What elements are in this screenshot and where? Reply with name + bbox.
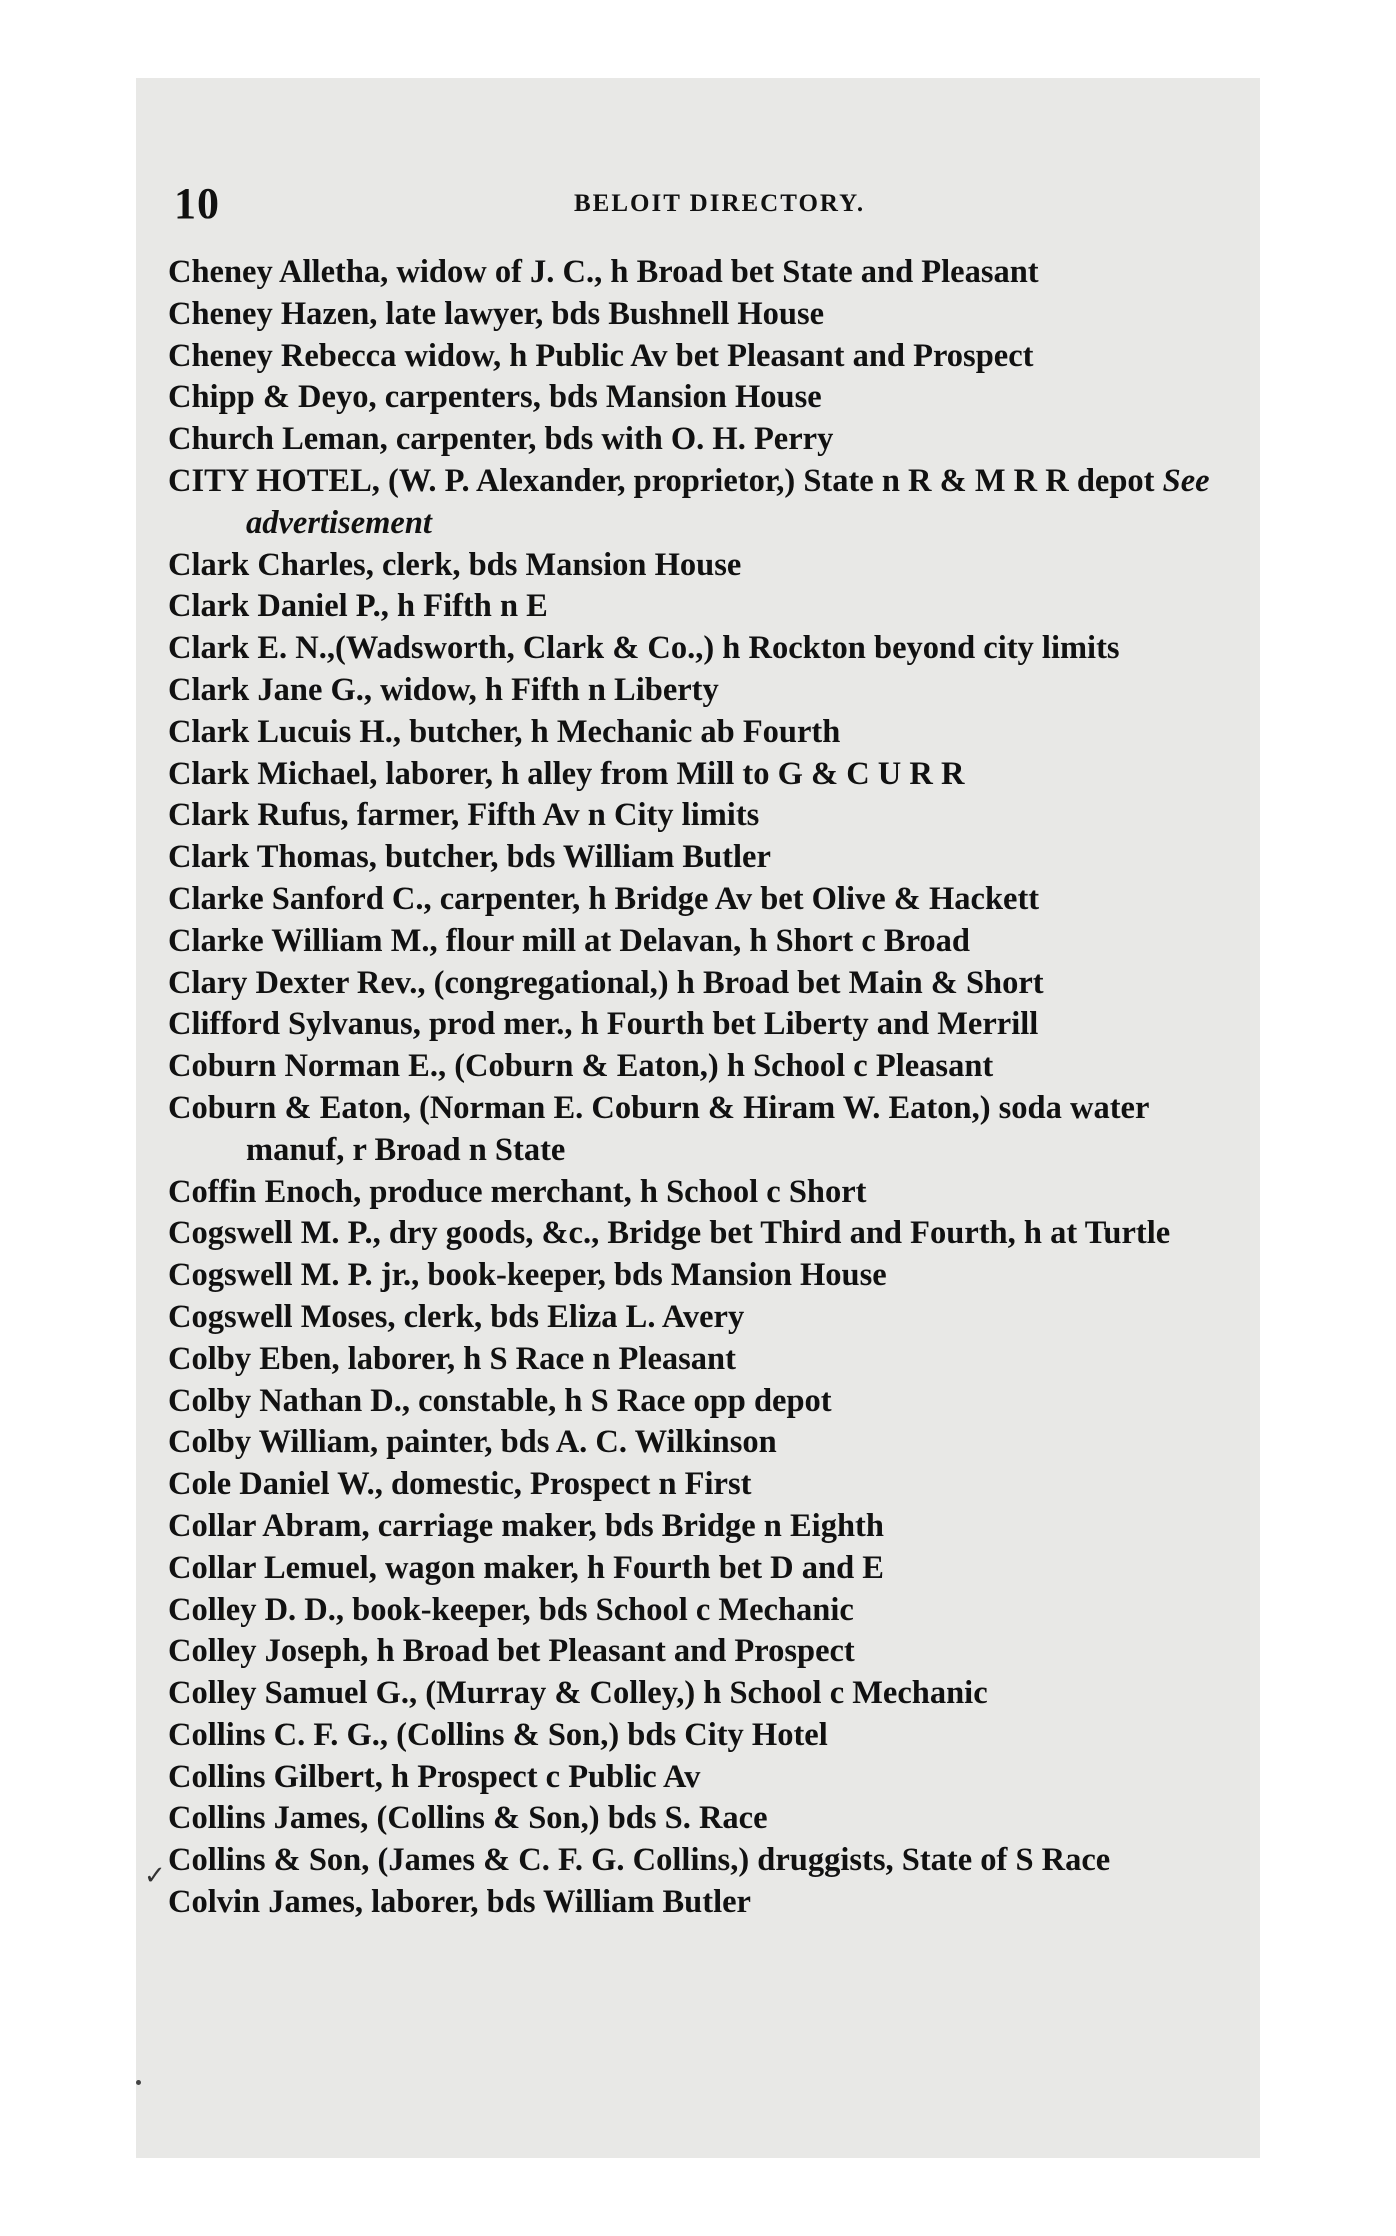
directory-entry bbox=[168, 545, 1238, 587]
entry-text: Collar Lemuel, wagon maker, h Fourth bet D and E bbox=[168, 1549, 884, 1586]
entry-text: Cogswell M. P., dry goods, &c., Bridge bet Third and Fourth, h at Turtle bbox=[168, 1215, 1171, 1252]
entry-text: Coburn Norman E., (Coburn & Eaton,) h School c Pleasant bbox=[168, 1048, 994, 1085]
entry-text: Cole Daniel W., domestic, Prospect n First bbox=[168, 1466, 752, 1503]
directory-entry bbox=[168, 1297, 1238, 1339]
entry-text: Cogswell M. P. jr., book-keeper, bds Mansion House bbox=[168, 1257, 887, 1294]
directory-entry bbox=[168, 1673, 1238, 1715]
page-number: 10 bbox=[174, 179, 220, 228]
entry-text: Colby Eben, laborer, h S Race n Pleasant bbox=[168, 1340, 736, 1377]
entry-text: Colley Samuel G., (Murray & Colley,) h School c Mechanic bbox=[168, 1675, 988, 1712]
entry-text: Church Leman, carpenter, bds with O. H. Perry bbox=[168, 421, 834, 458]
directory-page bbox=[136, 78, 1260, 2158]
directory-entry bbox=[168, 1840, 1238, 1882]
directory-entry bbox=[168, 754, 1238, 796]
entry-text: Clark Michael, laborer, h alley from Mill to G & C U R R bbox=[168, 755, 965, 792]
directory-entry bbox=[168, 670, 1238, 712]
entry-text: Colvin James, laborer, bds William Butler bbox=[168, 1884, 751, 1921]
page-header bbox=[174, 178, 1234, 230]
entry-advertisement-note: See advertisement bbox=[246, 462, 1210, 541]
margin-dot bbox=[136, 2080, 141, 2085]
entry-text: Cogswell Moses, clerk, bds Eliza L. Avery bbox=[168, 1298, 745, 1335]
directory-entry bbox=[168, 1046, 1238, 1088]
entry-text: Colby William, painter, bds A. C. Wilkinson bbox=[168, 1424, 777, 1461]
directory-entry bbox=[168, 921, 1238, 963]
entry-text: Cheney Rebecca widow, h Public Av bet Pleasant and Prospect bbox=[168, 337, 1034, 374]
running-head: BELOIT DIRECTORY. bbox=[574, 190, 866, 217]
entry-text: Clarke William M., flour mill at Delavan, h Short c Broad bbox=[168, 922, 970, 959]
entry-text: Clark Thomas, butcher, bds William Butler bbox=[168, 839, 771, 876]
directory-entry bbox=[168, 1422, 1238, 1464]
entry-text: Colley D. D., book-keeper, bds School c Mechanic bbox=[168, 1591, 854, 1628]
directory-entry bbox=[168, 461, 1238, 545]
directory-entry bbox=[168, 628, 1238, 670]
entry-text: Collins Gilbert, h Prospect c Public Av bbox=[168, 1758, 701, 1795]
entry-text: Clarke Sanford C., carpenter, h Bridge Av bet Olive & Hackett bbox=[168, 880, 1040, 917]
directory-entry bbox=[168, 1255, 1238, 1297]
entry-text: Coffin Enoch, produce merchant, h School c Short bbox=[168, 1173, 867, 1210]
directory-entry bbox=[168, 1715, 1238, 1757]
entry-text: Clark E. N.,(Wadsworth, Clark & Co.,) h Rockton beyond city limits bbox=[168, 630, 1120, 667]
directory-entry bbox=[168, 712, 1238, 754]
entry-text: Colley Joseph, h Broad bet Pleasant and Prospect bbox=[168, 1633, 855, 1670]
directory-entry bbox=[168, 1088, 1238, 1172]
entry-text: Clark Jane G., widow, h Fifth n Liberty bbox=[168, 671, 719, 708]
directory-entry bbox=[168, 879, 1238, 921]
directory-entry bbox=[168, 252, 1238, 294]
directory-entry bbox=[168, 377, 1238, 419]
margin-tick-mark: ✓ bbox=[144, 1861, 166, 1890]
directory-entry bbox=[168, 1548, 1238, 1590]
entry-text: Clark Lucuis H., butcher, h Mechanic ab Fourth bbox=[168, 713, 841, 750]
directory-entry bbox=[168, 795, 1238, 837]
directory-entry bbox=[168, 1757, 1238, 1799]
entry-text: Clark Daniel P., h Fifth n E bbox=[168, 588, 548, 625]
directory-entry bbox=[168, 1631, 1238, 1673]
directory-entry bbox=[168, 586, 1238, 628]
entry-text: Clary Dexter Rev., (congregational,) h Broad bet Main & Short bbox=[168, 964, 1044, 1001]
directory-entry bbox=[168, 294, 1238, 336]
entry-text: Collins James, (Collins & Son,) bds S. Race bbox=[168, 1800, 768, 1837]
directory-entry bbox=[168, 837, 1238, 879]
directory-entry bbox=[168, 419, 1238, 461]
directory-entry bbox=[168, 963, 1238, 1005]
directory-entry bbox=[168, 1381, 1238, 1423]
directory-entry bbox=[168, 1464, 1238, 1506]
directory-entry bbox=[168, 1882, 1238, 1924]
directory-entry bbox=[168, 1339, 1238, 1381]
directory-entry bbox=[168, 1506, 1238, 1548]
directory-entry bbox=[168, 1590, 1238, 1632]
entry-text: Clark Charles, clerk, bds Mansion House bbox=[168, 546, 742, 583]
directory-entry bbox=[168, 336, 1238, 378]
entry-text: Colby Nathan D., constable, h S Race opp depot bbox=[168, 1382, 832, 1419]
entry-text: Clark Rufus, farmer, Fifth Av n City limits bbox=[168, 797, 760, 834]
entry-text: CITY HOTEL, (W. P. Alexander, proprietor,) State n R & M R R depot bbox=[168, 462, 1155, 499]
entry-text: Chipp & Deyo, carpenters, bds Mansion House bbox=[168, 379, 822, 416]
entry-text: Clifford Sylvanus, prod mer., h Fourth bet Liberty and Merrill bbox=[168, 1006, 1039, 1043]
directory-entry bbox=[168, 1172, 1238, 1214]
entry-text: Cheney Alletha, widow of J. C., h Broad bet State and Pleasant bbox=[168, 254, 1039, 290]
directory-entry bbox=[168, 1004, 1238, 1046]
directory-entry bbox=[168, 1213, 1238, 1255]
directory-entries bbox=[168, 252, 1238, 1924]
entry-text: Collar Abram, carriage maker, bds Bridge n Eighth bbox=[168, 1507, 884, 1544]
entry-text: Cheney Hazen, late lawyer, bds Bushnell House bbox=[168, 295, 825, 332]
directory-entry bbox=[168, 1798, 1238, 1840]
entry-text: Coburn & Eaton, (Norman E. Coburn & Hiram W. Eaton,) soda water manuf, r Broad n State bbox=[168, 1089, 1149, 1168]
entry-text: Collins C. F. G., (Collins & Son,) bds City Hotel bbox=[168, 1716, 828, 1753]
entry-text: Collins & Son, (James & C. F. G. Collins,) druggists, State of S Race bbox=[168, 1842, 1111, 1879]
